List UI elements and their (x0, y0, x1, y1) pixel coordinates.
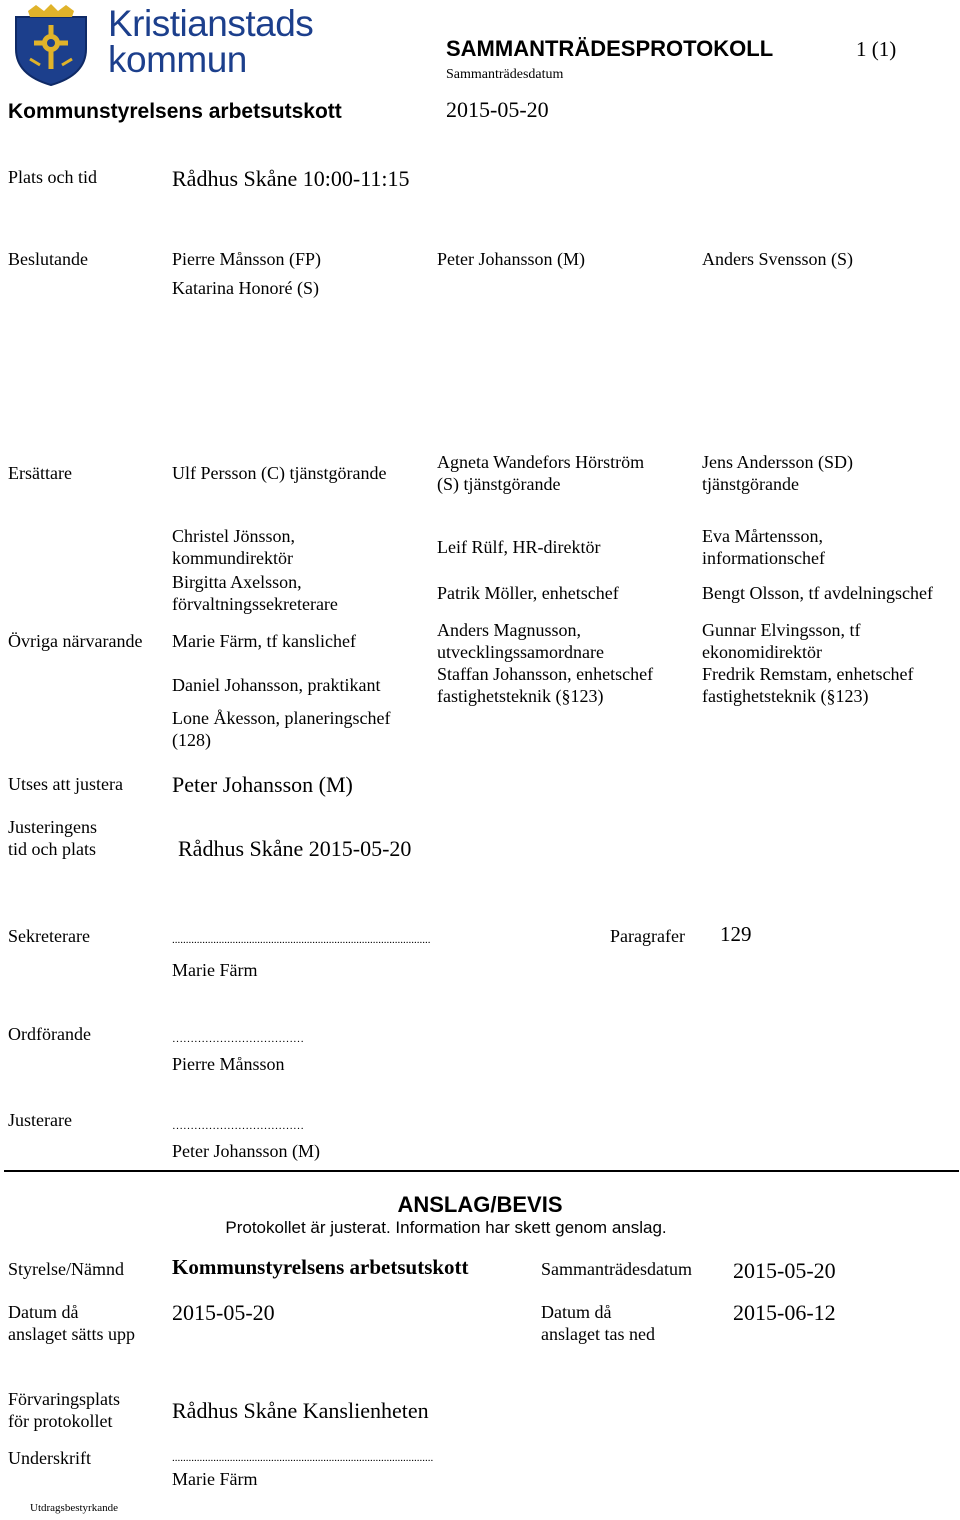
attendee: Christel Jönsson, (172, 526, 296, 546)
paragraphs-label: Paragrafer (610, 926, 685, 946)
attendee: ekonomidirektör (702, 642, 822, 662)
board-label: Styrelse/Nämnd (8, 1259, 124, 1279)
coat-of-arms-icon (10, 3, 92, 87)
adjuster-signature-name: Peter Johansson (M) (172, 1141, 320, 1161)
page-number: 1 (1) (856, 37, 897, 61)
substitute: Agneta Wandefors Hörström (437, 452, 645, 472)
board-value: Kommunstyrelsens arbetsutskott (172, 1255, 469, 1279)
attendee: fastighetsteknik (§123) (437, 686, 604, 706)
attendee: förvaltningssekreterare (172, 594, 338, 614)
notice-meeting-date-label: Sammanträdesdatum (541, 1259, 692, 1279)
paragraphs-value: 129 (720, 922, 752, 946)
substitute: (S) tjänstgörande (437, 474, 561, 494)
secretary-signature-line: .............................................................................................. (172, 934, 431, 946)
footer-label: Utdragsbestyrkande (30, 1502, 118, 1514)
notice-signature-line: ............................................................................................... (172, 1452, 434, 1464)
attendee: Birgitta Axelsson, (172, 572, 302, 592)
signature-label: Underskrift (8, 1448, 91, 1468)
others-present-label: Övriga närvarande (8, 631, 143, 651)
attendee: Patrik Möller, enhetschef (437, 583, 619, 603)
notice-signature-name: Marie Färm (172, 1469, 258, 1489)
decision-maker: Pierre Månsson (FP) (172, 249, 321, 269)
decision-maker: Katarina Honoré (S) (172, 278, 319, 298)
substitute: Jens Andersson (SD) (702, 452, 853, 472)
secretary-label: Sekreterare (8, 926, 90, 946)
adjustment-label: tid och plats (8, 839, 96, 859)
attendee: Leif Rülf, HR-direktör (437, 537, 601, 557)
attendee: Staffan Johansson, enhetschef (437, 664, 654, 684)
attendee: kommundirektör (172, 548, 293, 568)
attendee: Fredrik Remstam, enhetschef (702, 664, 914, 684)
document-type: SAMMANTRÄDESPROTOKOLL (446, 36, 774, 61)
notice-title: ANSLAG/BEVIS (397, 1192, 563, 1217)
chair-name: Pierre Månsson (172, 1054, 285, 1074)
substitute: Ulf Persson (C) tjänstgörande (172, 463, 387, 483)
decision-maker: Anders Svensson (S) (702, 249, 853, 269)
removed-date-label: anslaget tas ned (541, 1324, 655, 1344)
posted-date-label: Datum då (8, 1302, 79, 1322)
adjuster-signature-label: Justerare (8, 1110, 72, 1130)
posted-date-value: 2015-05-20 (172, 1300, 275, 1325)
section-divider (4, 1170, 959, 1172)
adjustment-value: Rådhus Skåne 2015-05-20 (178, 836, 412, 861)
adjuster-signature-line: ……………………………… (172, 1120, 304, 1132)
chair-signature-line: ……………………………… (172, 1033, 304, 1045)
attendee: Bengt Olsson, tf avdelningschef (702, 583, 933, 603)
logo-wordmark (108, 3, 314, 80)
adjuster-label: Utses att justera (8, 774, 123, 794)
notice-subtitle: Protokollet är justerat. Information har skett genom anslag. (225, 1218, 667, 1237)
meeting-date-label: Sammanträdesdatum (446, 67, 564, 82)
committee-name: Kommunstyrelsens arbetsutskott (8, 100, 342, 123)
storage-value: Rådhus Skåne Kanslienheten (172, 1398, 429, 1423)
attendee: Eva Mårtensson, (702, 526, 823, 546)
attendee: informationschef (702, 548, 825, 568)
decision-maker: Peter Johansson (M) (437, 249, 585, 269)
attendee: Daniel Johansson, praktikant (172, 675, 381, 695)
decision-makers-label: Beslutande (8, 249, 88, 269)
substitutes-label: Ersättare (8, 463, 72, 483)
removed-date-value: 2015-06-12 (733, 1300, 836, 1325)
attendee: Lone Åkesson, planeringschef (172, 708, 391, 728)
attendee: utvecklingssamordnare (437, 642, 604, 662)
chair-label: Ordförande (8, 1024, 91, 1044)
storage-label: Förvaringsplats (8, 1389, 120, 1409)
attendee: Marie Färm, tf kanslichef (172, 631, 356, 651)
substitute: tjänstgörande (702, 474, 799, 494)
storage-label: för protokollet (8, 1411, 113, 1431)
meeting-date: 2015-05-20 (446, 97, 549, 122)
adjuster-value: Peter Johansson (M) (172, 772, 353, 797)
attendee: fastighetsteknik (§123) (702, 686, 869, 706)
attendee: (128) (172, 730, 211, 750)
posted-date-label: anslaget sätts upp (8, 1324, 135, 1344)
logo-line-1: Kristianstads (108, 3, 314, 44)
logo-line-2: kommun (108, 39, 247, 80)
attendee: Anders Magnusson, (437, 620, 581, 640)
attendee: Gunnar Elvingsson, tf (702, 620, 861, 640)
notice-meeting-date-value: 2015-05-20 (733, 1258, 836, 1283)
adjustment-label: Justeringens (8, 817, 97, 837)
secretary-name: Marie Färm (172, 960, 258, 980)
place-time-label: Plats och tid (8, 167, 97, 187)
removed-date-label: Datum då (541, 1302, 612, 1322)
place-time-value: Rådhus Skåne 10:00-11:15 (172, 166, 410, 191)
